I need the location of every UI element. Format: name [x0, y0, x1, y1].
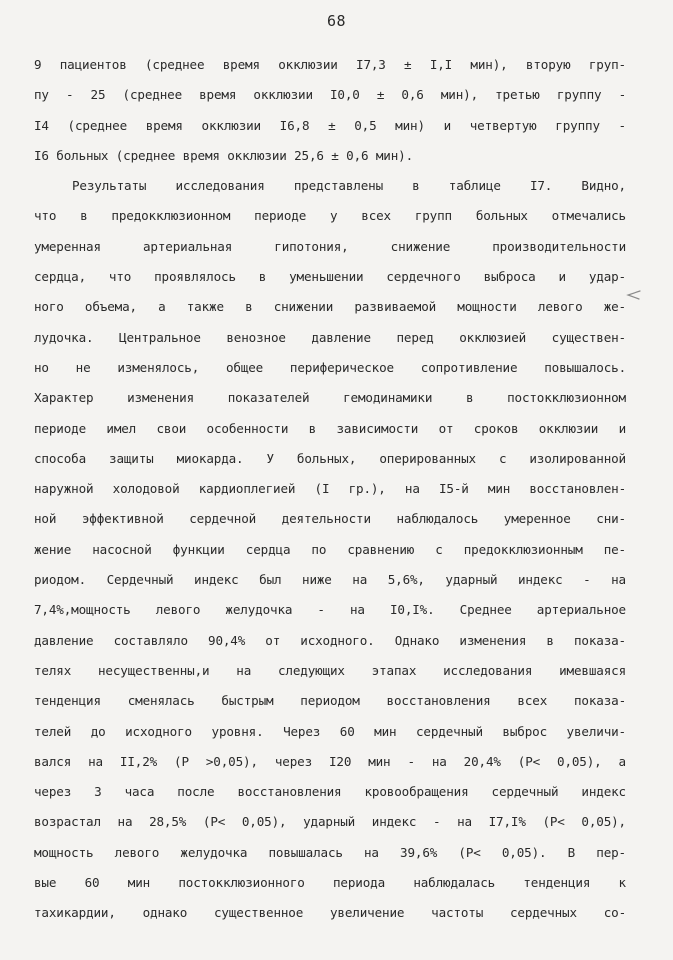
text-line: риодом. Сердечный индекс был ниже на 5,6%, ударный индекс - на — [34, 572, 626, 588]
text-line: жение насосной функции сердца по сравнению с предокклюзионным пе- — [34, 541, 626, 557]
text-line: лудочка. Центральное венозное давление перед окклюзией существен- — [34, 329, 626, 345]
text-line: Характер изменения показателей гемодинамики в постокклюзионном — [34, 390, 626, 406]
text-line: периоде имел свои особенности в зависимости от сроков окклюзии и — [34, 420, 626, 436]
text-line: пу - 25 (среднее время окклюзии I0,0 ± 0,6 мин), третью группу - — [34, 87, 626, 103]
text-line: телях несущественны,и на следующих этапах исследования имевшаяся — [34, 662, 626, 678]
text-line: 7,4%,мощность левого желудочка - на I0,I%. Среднее артериальное — [34, 602, 626, 618]
text-line: вые 60 мин постокклюзионного периода наблюдалась тенденция к — [34, 875, 626, 891]
text-line: I4 (среднее время окклюзии I6,8 ± 0,5 мин) и четвертую группу - — [34, 117, 626, 133]
text-line: что в предокклюзионном периоде у всех групп больных отмечались — [34, 208, 626, 224]
text-line: давление составляло 90,4% от исходного. Однако изменения в показа- — [34, 632, 626, 648]
text-line: ного объема, а также в снижении развиваемой мощности левого же- — [34, 299, 626, 315]
text-line: Результаты исследования представлены в таблице I7. Видно, — [72, 178, 626, 194]
text-line: возрастал на 28,5% (P< 0,05), ударный индекс - на I7,I% (P< 0,05), — [34, 814, 626, 830]
text-line: мощность левого желудочка повышалась на 39,6% (P< 0,05). В пер- — [34, 844, 626, 860]
text-line: вался на II,2% (P >0,05), через I20 мин - на 20,4% (P< 0,05), а — [34, 753, 626, 769]
text-line: ной эффективной сердечной деятельности наблюдалось умеренное сни- — [34, 511, 626, 527]
page-number: 68 — [326, 12, 347, 30]
text-line: через 3 часа после восстановления кровообращения сердечный индекс — [34, 784, 626, 800]
text-line: наружной холодовой кардиоплегией (I гр.), на I5-й мин восстановлен- — [34, 481, 626, 497]
text-line: умеренная артериальная гипотония, снижение производительности — [34, 238, 626, 254]
text-line: 9 пациентов (среднее время окклюзии I7,3 ± I,I мин), вторую груп- — [34, 57, 626, 72]
document-body — [34, 50, 626, 929]
text-line: тахикардии, однако существенное увеличение частоты сердечных со- — [34, 905, 626, 921]
pencil-margin-mark — [624, 288, 642, 302]
text-line: тенденция сменялась быстрым периодом восстановления всех показа- — [34, 693, 626, 709]
text-line: сердца, что проявлялось в уменьшении сердечного выброса и удар- — [34, 269, 626, 285]
text-line: способа защиты миокарда. У больных, оперированных с изолированной — [34, 450, 626, 466]
text-line: телей до исходного уровня. Через 60 мин сердечный выброс увеличи- — [34, 723, 626, 739]
text-line: I6 больных (среднее время окклюзии 25,6 ± 0,6 мин). — [34, 147, 414, 163]
text-line: но не изменялось, общее периферическое сопротивление повышалось. — [34, 359, 626, 375]
